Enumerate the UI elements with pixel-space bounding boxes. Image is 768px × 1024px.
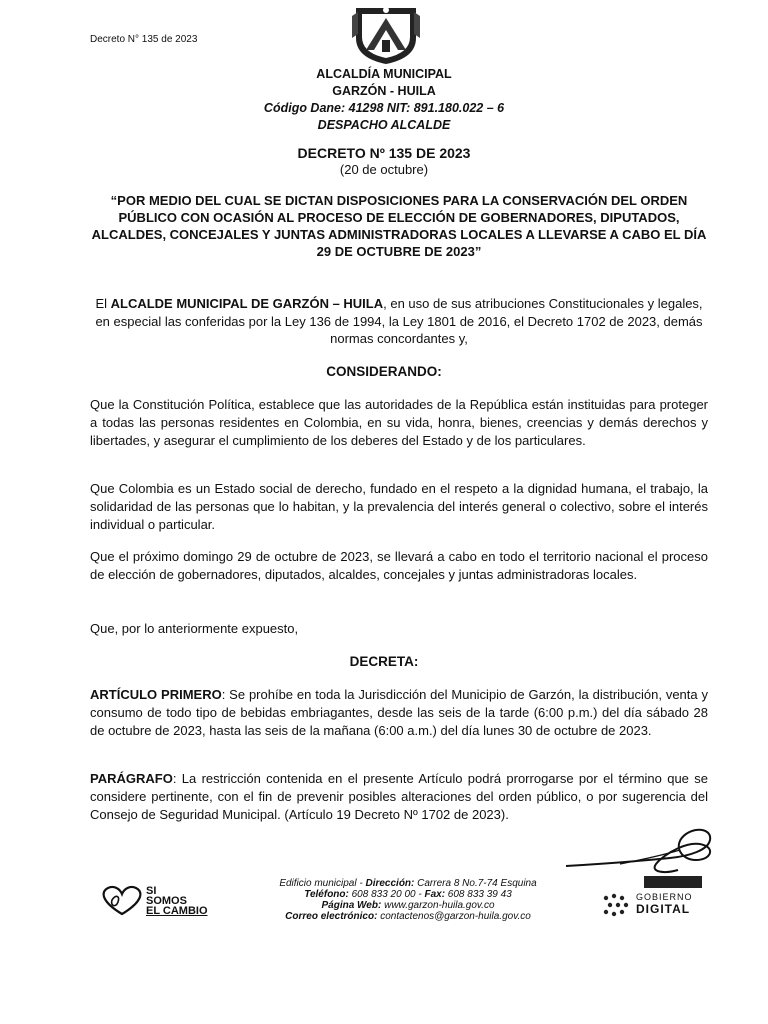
decree-reference: Decreto N° 135 de 2023 xyxy=(90,34,198,45)
address-label: Dirección: xyxy=(365,878,415,889)
fax-value: 608 833 39 43 xyxy=(445,889,512,900)
municipal-crest-icon xyxy=(352,4,420,66)
intro-bold: ALCALDE MUNICIPAL DE GARZÓN – HUILA xyxy=(110,296,384,311)
contact-email xyxy=(228,911,588,922)
address-prefix: Edificio municipal - xyxy=(279,878,366,889)
logo-gobierno: GOBIERNO xyxy=(636,892,693,902)
decree-number: DECRETO Nº 135 DE 2023 xyxy=(297,145,471,161)
left-logo-text xyxy=(146,886,208,916)
web-value: www.garzon-huila.gov.co xyxy=(381,900,495,911)
paragraph-therefore: Que, por lo anteriormente expuesto, xyxy=(90,621,299,636)
address-value: Carrera 8 No.7-74 Esquina xyxy=(414,878,537,889)
paragraph-election: Que el próximo domingo 29 de octubre de 2023, se llevará a cabo en todo el territorio nacional el proceso de elección de gobernadores, diputados, alcaldes, concejales y juntas administradoras locales. xyxy=(90,549,708,582)
logo-digital: DIGITAL xyxy=(636,902,691,916)
footer xyxy=(0,876,768,926)
article-first-label: ARTÍCULO PRIMERO xyxy=(90,687,222,702)
article-first-text: : Se prohíbe en toda la Jurisdicción del Municipio de Garzón, la distribución, venta y consumo de todo tipo de bebidas embriagantes, desde las seis de la tarde (6:00 p.m.) del día sábado 28 de octubre de 2023, hasta las seis de la mañana (6:00 a.m.) del día lunes 30 de octubre de 2023. xyxy=(90,687,708,738)
phone-value: 608 833 20 00 - xyxy=(348,889,425,900)
heart-icon xyxy=(98,884,146,918)
logo-line-cambio: EL CAMBIO xyxy=(146,905,208,917)
stamp-bar xyxy=(644,876,702,888)
decree-subject: “POR MEDIO DEL CUAL SE DICTAN DISPOSICIONES PARA LA CONSERVACIÓN DEL ORDEN PÚBLICO CON OCASIÓN AL PROCESO DE ELECCIÓN DE GOBERNADORES, DIPUTADOS, ALCALDES, CONCEJALES Y JUNTAS ADMINISTRADORAS LOCALES A LLEVARSE A CABO EL DÍA 29 DE OCTUBRE DE 2023” xyxy=(91,193,707,259)
intro-paragraph xyxy=(90,295,708,348)
header-dispatch: DESPACHO ALCALDE xyxy=(317,118,451,132)
header-city: GARZÓN - HUILA xyxy=(332,84,436,98)
office-header xyxy=(0,66,768,134)
considerando-heading: CONSIDERANDO: xyxy=(326,364,442,379)
paragraph-constitution: Que la Constitución Política, establece que las autoridades de la República están instituidas para proteger a todas las personas residentes en Colombia, en su vida, honra, bienes, creencias y demás derechos y libertades, y asegurar el cumplimiento de los deberes del Estado y de los particulares. xyxy=(90,397,708,448)
decreta-heading: DECRETA: xyxy=(349,654,419,669)
header-office: ALCALDÍA MUNICIPAL xyxy=(316,67,452,81)
article-first xyxy=(90,686,708,740)
contact-info xyxy=(228,878,588,922)
contact-web xyxy=(228,900,588,911)
web-label: Página Web: xyxy=(321,900,382,911)
logo-line-somos: SOMOS xyxy=(146,895,187,907)
digital-dots-icon xyxy=(600,892,632,918)
logo-line-si: SI xyxy=(146,885,157,897)
paragraph-social-state: Que Colombia es un Estado social de derecho, fundado en el respeto a la dignidad humana, el trabajo, la solidaridad de las personas que lo habitan, y la prevalencia del interés general o colectivo, sobre el interés individual o particular. xyxy=(90,481,708,532)
decree-title xyxy=(0,144,768,178)
gobierno-digital-logo xyxy=(596,890,716,926)
header-codes: Código Dane: 41298 NIT: 891.180.022 – 6 xyxy=(263,101,505,115)
si-somos-el-cambio-logo xyxy=(98,880,228,924)
decree-date: (20 de octubre) xyxy=(339,162,429,177)
phone-label: Teléfono: xyxy=(304,889,349,900)
email-label: Correo electrónico: xyxy=(285,911,378,922)
contact-phone xyxy=(228,889,588,900)
email-value: contactenos@garzon-huila.gov.co xyxy=(377,911,531,922)
contact-address xyxy=(228,878,588,889)
paragrafo-label: PARÁGRAFO xyxy=(90,771,173,786)
paragrafo xyxy=(90,770,708,824)
intro-lead: El xyxy=(95,296,111,311)
fax-label: Fax: xyxy=(424,889,446,900)
intro-rest: , en uso de sus atribuciones Constitucionales y legales, en especial las conferidas por la Ley 136 de 1994, la Ley 1801 de 2016, el Decreto 1702 de 2023, demás normas concordantes y, xyxy=(95,296,703,346)
paragrafo-text: : La restricción contenida en el presente Artículo podrá prorrogarse por el término que se considere pertinente, con el fin de prevenir posibles alteraciones del orden público, o por sugerencia del Consejo de Seguridad Municipal. (Artículo 19 Decreto Nº 1702 de 2023). xyxy=(90,771,708,822)
